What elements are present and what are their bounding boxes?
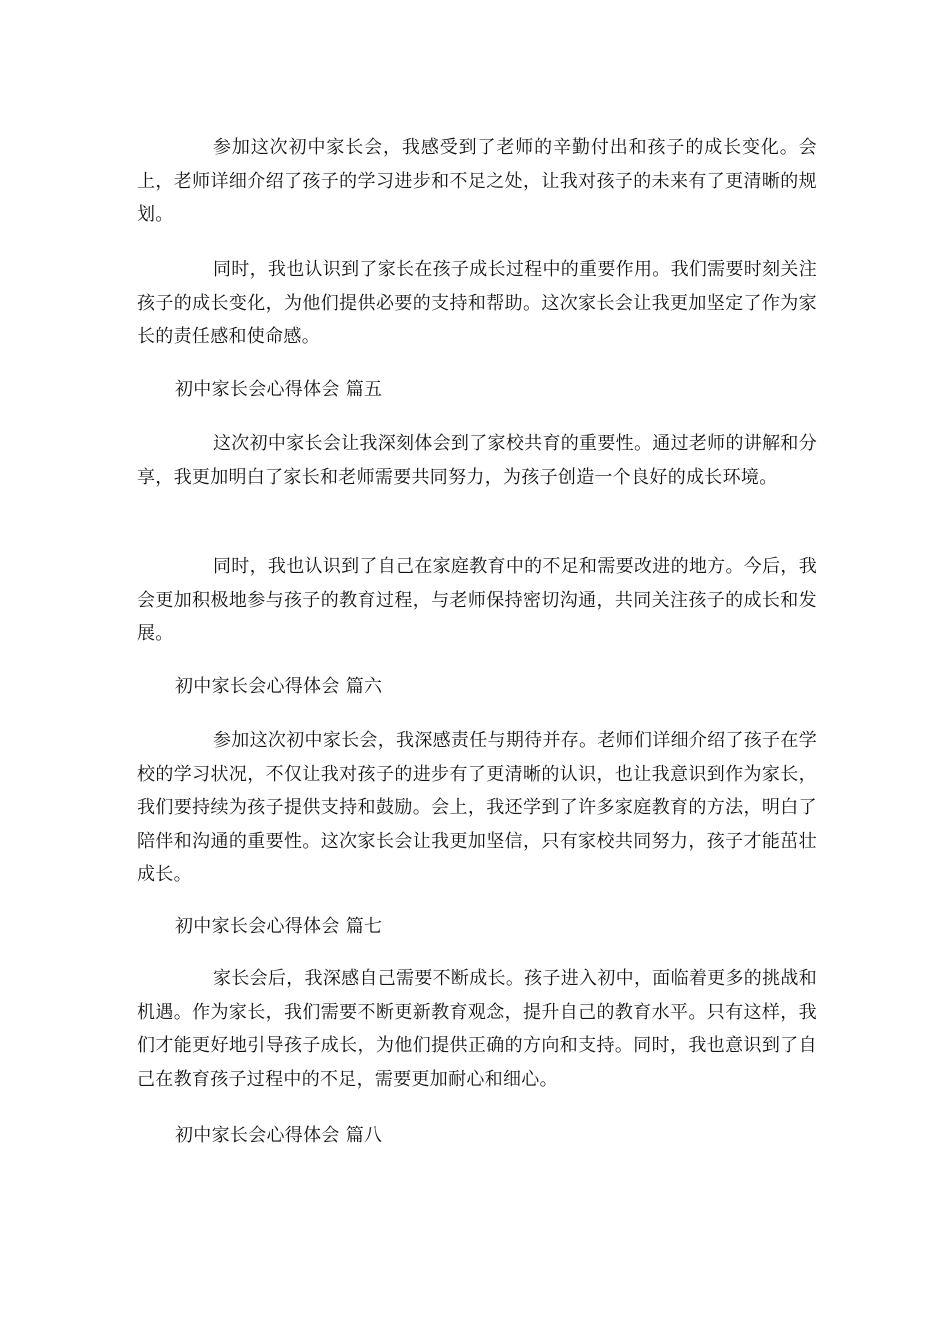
paragraph-6: 家长会后，我深感自己需要不断成长。孩子进入初中，面临着更多的挑战和机遇。作为家长，我们需要不断更新教育观念，提升自己的教育水平。只有这样，我们才能更好地引导孩子成长，为他们提供正确的方向和支持。同时，我也意识到了自己在教育孩子过程中的不足，需要更加耐心和细心。: [137, 968, 817, 1090]
paragraph-5: 参加这次初中家长会，我深感责任与期待并存。老师们详细介绍了孩子在学校的学习状况，不仅让我对孩子的进步有了更清晰的认识，也让我意识到作为家长，我们要持续为孩子提供支持和鼓励。会上，我还学到了许多家庭教育的方法，明白了陪伴和沟通的重要性。这次家长会让我更加坚信，只有家校共同努力，孩子才能茁壮成长。: [137, 730, 817, 885]
paragraph-1: 参加这次初中家长会，我感受到了老师的辛勤付出和孩子的成长变化。会上，老师详细介绍了孩子的学习进步和不足之处，让我对孩子的未来有了更清晰的规划。: [137, 137, 817, 225]
paragraph-4: 同时，我也认识到了自己在家庭教育中的不足和需要改进的地方。今后，我会更加积极地参与孩子的教育过程，与老师保持密切沟通，共同关注孩子的成长和发展。: [137, 556, 817, 644]
paragraph-2: 同时，我也认识到了家长在孩子成长过程中的重要作用。我们需要时刻关注孩子的成长变化，为他们提供必要的支持和帮助。这次家长会让我更加坚定了作为家长的责任感和使命感。: [137, 259, 817, 347]
paragraph-3: 这次初中家长会让我深刻体会到了家校共育的重要性。通过老师的讲解和分享，我更加明白了家长和老师需要共同努力，为孩子创造一个良好的成长环境。: [137, 433, 817, 488]
section-heading-7: 初中家长会心得体会 篇七: [175, 916, 383, 937]
section-heading-5: 初中家长会心得体会 篇五: [175, 379, 383, 400]
section-heading-6: 初中家长会心得体会 篇六: [175, 676, 383, 697]
section-heading-8: 初中家长会心得体会 篇八: [175, 1125, 383, 1146]
